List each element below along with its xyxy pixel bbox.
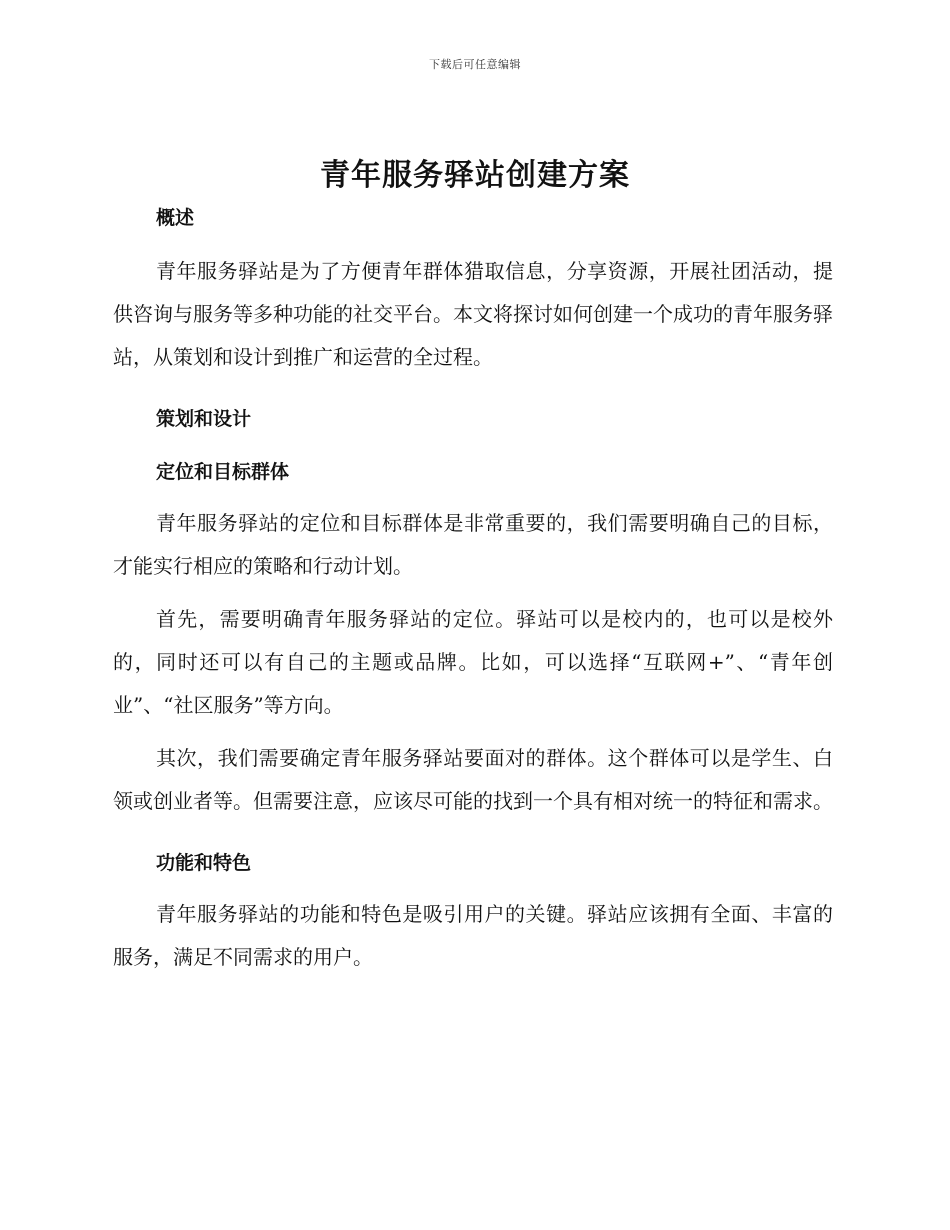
- document-title: 青年服务驿站创建方案: [320, 158, 630, 193]
- heading-planning-design: 策划和设计: [156, 408, 252, 430]
- paragraph-positioning-2: 首先，需要明确青年服务驿站的定位。驿站可以是校内的，也可以是校外的，同时还可以有自己的主题或品牌。比如，可以选择“互联网+”、“青年创业”、“社区服务”等方向。: [113, 607, 833, 717]
- heading-overview: 概述: [156, 207, 195, 229]
- heading-positioning: 定位和目标群体: [156, 461, 290, 483]
- heading-features: 功能和特色: [156, 852, 252, 874]
- paragraph-features: 青年服务驿站的功能和特色是吸引用户的关键。驿站应该拥有全面、丰富的服务，满足不同需求的用户。: [113, 902, 833, 969]
- document-body: [113, 204, 833, 979]
- paragraph-positioning-1: 青年服务驿站的定位和目标群体是非常重要的，我们需要明确自己的目标，才能实行相应的策略和行动计划。: [113, 511, 833, 578]
- paragraph-overview: 青年服务驿站是为了方便青年群体猎取信息，分享资源，开展社团活动，提供咨询与服务等多种功能的社交平台。本文将探讨如何创建一个成功的青年服务驿站，从策划和设计到推广和运营的全过程。: [113, 259, 833, 369]
- header-note: 下载后可任意编辑: [429, 58, 521, 71]
- paragraph-positioning-3: 其次，我们需要确定青年服务驿站要面对的群体。这个群体可以是学生、白领或创业者等。但需要注意，应该尽可能的找到一个具有相对统一的特征和需求。: [113, 746, 833, 813]
